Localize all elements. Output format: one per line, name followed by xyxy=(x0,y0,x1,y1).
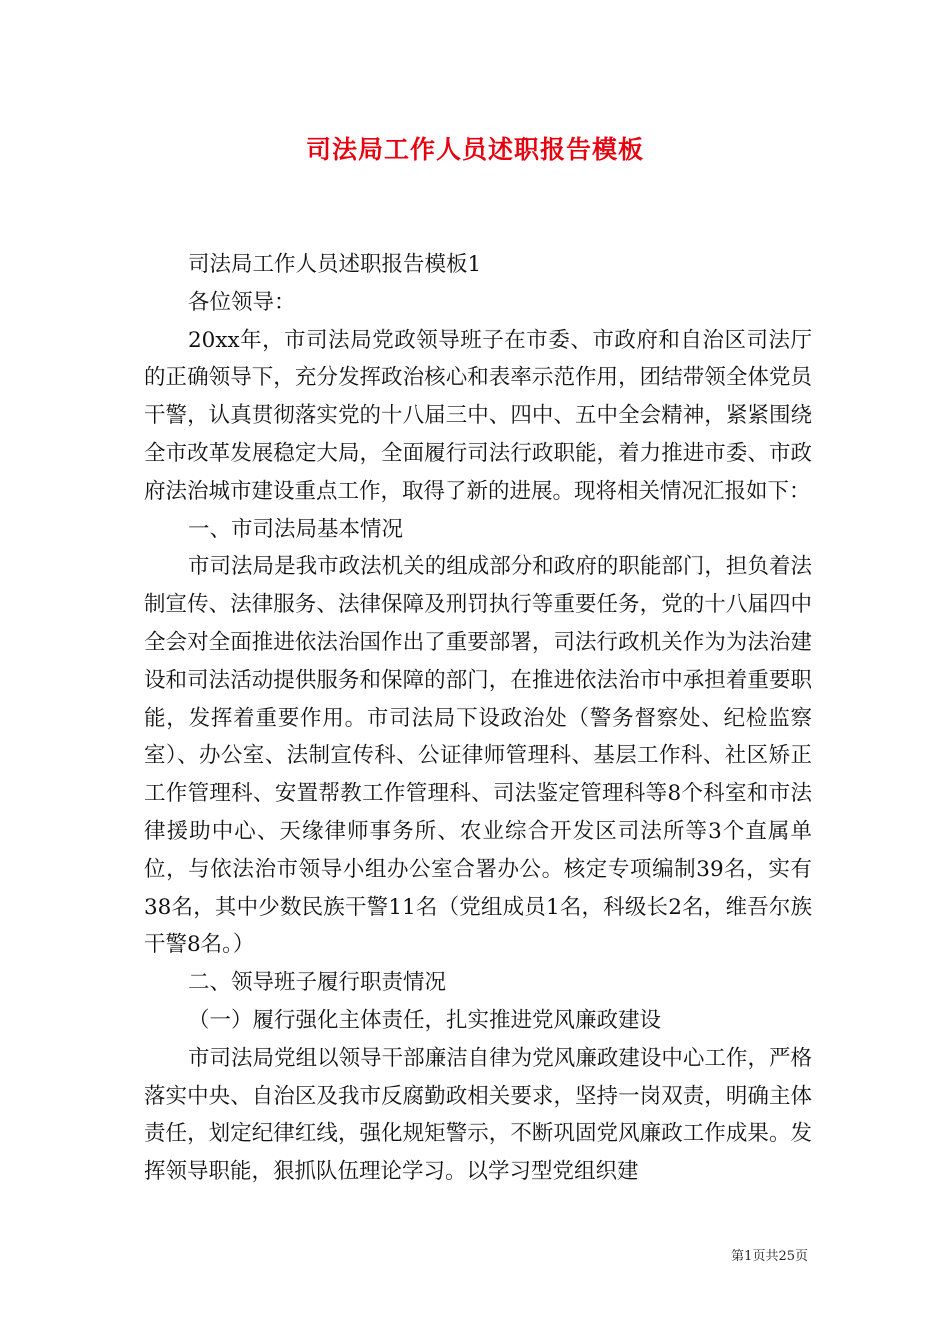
salutation: 各位领导： xyxy=(188,289,296,315)
section-heading: 司法局工作人员述职报告模板1 xyxy=(188,252,482,277)
document-title: 司法局工作人员述职报告模板 xyxy=(305,135,644,164)
paragraph: 市司法局是我市政法机关的组成部分和政府的职能部门，担负着法制宣传、法律服务、法律保障及刑罚执行等重要任务，党的十八届四中全会对全面推进依法治国作出了重要部署，司法行政机关作为为法治建设和司法活动提供服务和保障的部门，在推进依法治市中承担着重要职能，发挥着重要作用。市司法局下设政治处（警务督察处、纪检监察室）、办公室、法制宣传科、公证律师管理科、基层工作科、社区矫正工作管理科、安置帮教工作管理科、司法鉴定管理科等8个科室和市法律援助中心、天缘律师事务所、农业综合开发区司法所等3个直属单位，与依法治市领导小组办公室合署办公。核定专项编制39名，实有38名，其中少数民族干警11名（党组成员1名，科级长2名，维吾尔族干警8名。） xyxy=(144,554,812,958)
paragraph: 20xx年，市司法局党政领导班子在市委、市政府和自治区司法厅的正确领导下，充分发挥政治核心和表率示范作用，团结带领全体党员干警，认真贯彻落实党的十八届三中、四中、五中全会精神，紧紧围绕全市改革发展稳定大局，全面履行司法行政职能，着力推进市委、市政府法治城市建设重点工作，取得了新的进展。现将相关情况汇报如下： xyxy=(144,327,812,504)
page-number: 第1页共25页 xyxy=(731,1249,808,1264)
document-body xyxy=(144,246,812,1191)
section-heading: 一、市司法局基本情况 xyxy=(188,516,404,542)
paragraph: 市司法局党组以领导干部廉洁自律为党风廉政建设中心工作，严格落实中央、自治区及我市反腐勤政相关要求，坚持一岗双责，明确主体责任，划定纪律红线，强化规矩警示，不断巩固党风廉政工作成果。发挥领导职能，狠抓队伍理论学习。以学习型党组织建 xyxy=(144,1045,812,1185)
subsection-heading: （一）履行强化主体责任，扎实推进党风廉政建设 xyxy=(188,1007,662,1033)
section-heading: 二、领导班子履行职责情况 xyxy=(188,970,447,996)
